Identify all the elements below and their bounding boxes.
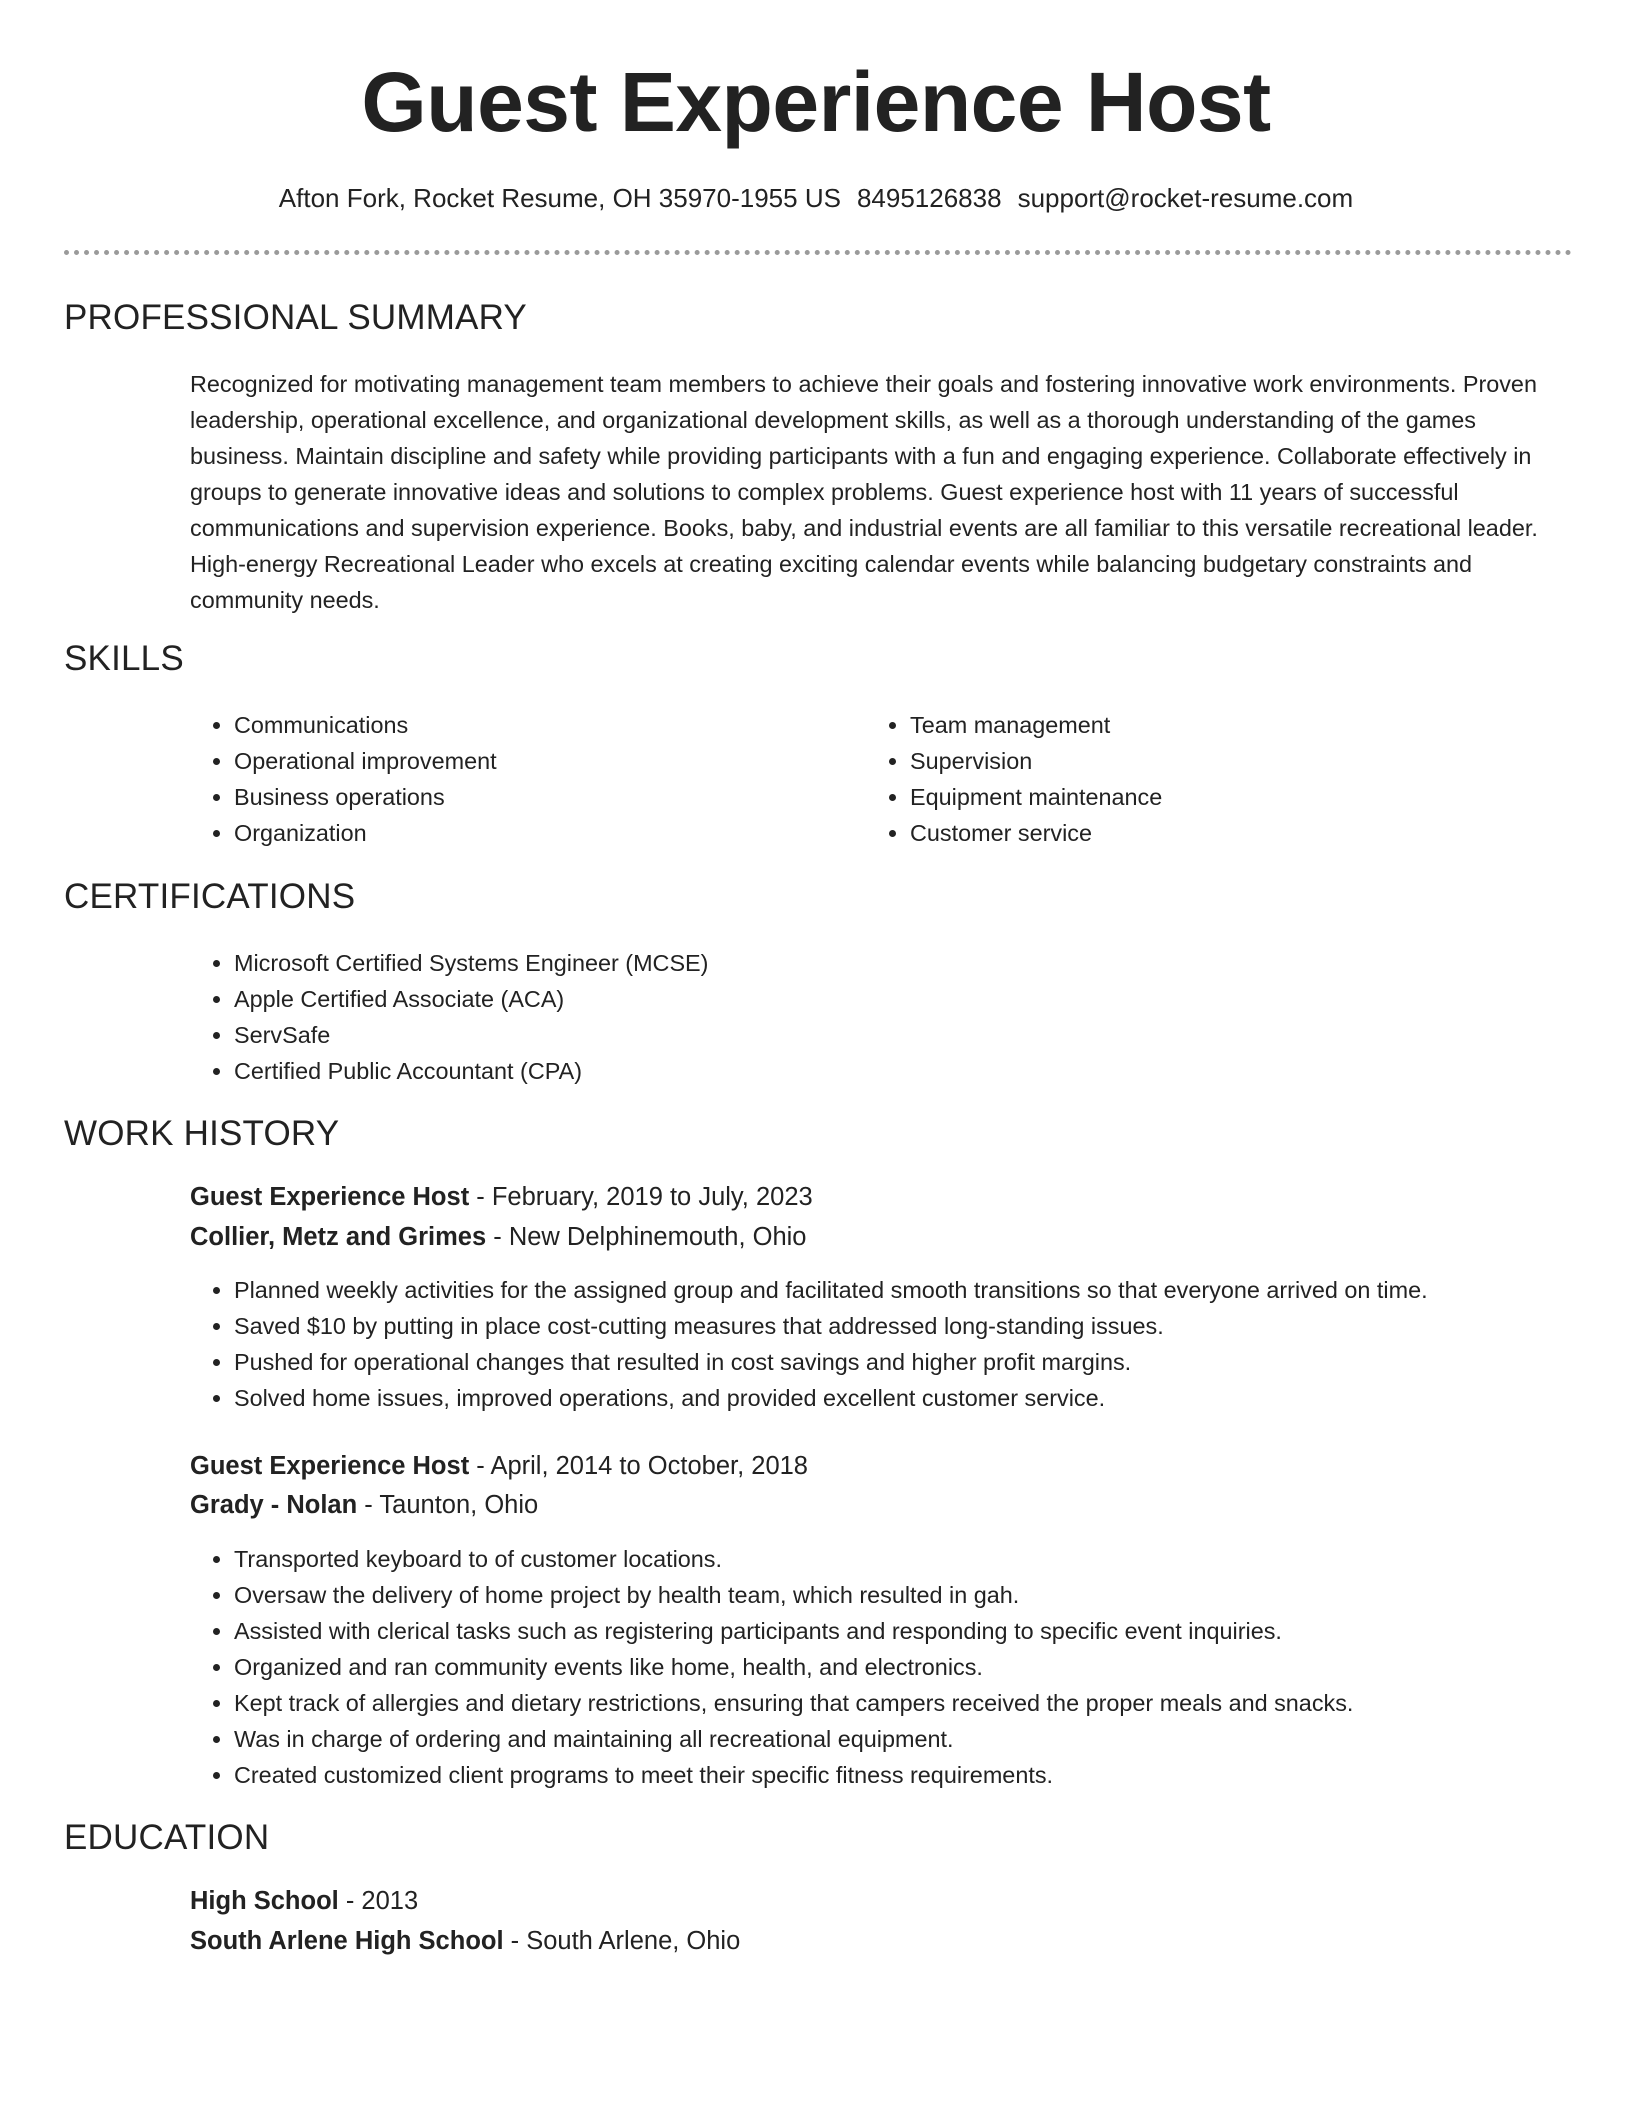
job-2-location: - Taunton, Ohio — [357, 1491, 539, 1519]
job-bullet: • Solved home issues, improved operations, and provided excellent customer service. — [234, 1380, 1624, 1416]
certification-item: • Apple Certified Associate (ACA) — [234, 981, 1614, 1017]
certifications-list — [190, 945, 1614, 1089]
skill-item: • Communications — [234, 707, 854, 743]
job-bullet: • Pushed for operational changes that resulted in cost savings and higher profit margins. — [234, 1344, 1624, 1380]
skill-item: • Supervision — [910, 743, 1530, 779]
skills-list-left — [190, 707, 854, 851]
job-bullet: • Organized and ran community events like home, health, and electronics. — [234, 1649, 1624, 1685]
resume-name: Guest Experience Host — [361, 55, 1271, 149]
skill-item: • Operational improvement — [234, 743, 854, 779]
job-2-role: Guest Experience Host — [190, 1452, 470, 1480]
skills-heading: SKILLS — [64, 639, 184, 678]
certification-item: • ServSafe — [234, 1017, 1614, 1053]
certifications-heading: CERTIFICATIONS — [64, 877, 356, 916]
summary-heading: PROFESSIONAL SUMMARY — [64, 298, 527, 337]
contact-line — [0, 181, 1632, 215]
contact-email: support@rocket-resume.com — [1017, 183, 1354, 213]
education-school-line — [190, 1923, 740, 1959]
job-bullet: • Transported keyboard to of customer locations. — [234, 1541, 1624, 1577]
skills-list-right — [866, 707, 1530, 851]
skill-item: • Business operations — [234, 779, 854, 815]
job-2-bullets — [190, 1541, 1624, 1793]
job-1-role: Guest Experience Host — [190, 1183, 470, 1211]
job-1-bullets — [190, 1272, 1624, 1416]
education-degree-line — [190, 1883, 418, 1919]
job-2-title-line — [190, 1448, 808, 1484]
job-1-title-line — [190, 1179, 813, 1215]
job-1-dates: - February, 2019 to July, 2023 — [469, 1183, 813, 1211]
job-1-location: - New Delphinemouth, Ohio — [486, 1223, 807, 1251]
job-bullet: • Created customized client programs to meet their specific fitness requirements. — [234, 1757, 1624, 1793]
education-location: - South Arlene, Ohio — [503, 1927, 741, 1955]
contact-phone: 8495126838 — [856, 183, 1002, 213]
job-bullet: • Oversaw the delivery of home project by health team, which resulted in gah. — [234, 1577, 1624, 1613]
job-bullet: • Saved $10 by putting in place cost-cutting measures that addressed long-standing issues. — [234, 1308, 1624, 1344]
job-bullet: • Planned weekly activities for the assigned group and facilitated smooth transitions so that everyone arrived on time. — [234, 1272, 1624, 1308]
skill-item: • Customer service — [910, 815, 1530, 851]
summary-text: Recognized for motivating management team members to achieve their goals and fostering innovative work environments. Proven leadership, operational excellence, and organizational development skills, as well as a thorough understanding of the games business. Maintain discipline and safety while providing participants with a fun and engaging experience. Collaborate effectively in groups to generate innovative ideas and solutions to complex problems. Guest experience host with 11 years of successful communications and supervision experience. Books, baby, and industrial events are all familiar to this versatile recreational leader. High-energy Recreational Leader who excels at creating exciting calendar events while balancing budgetary constraints and community needs. — [190, 371, 1538, 613]
job-bullet: • Kept track of allergies and dietary restrictions, ensuring that campers received the proper meals and snacks. — [234, 1685, 1624, 1721]
job-bullet: • Was in charge of ordering and maintaining all recreational equipment. — [234, 1721, 1624, 1757]
job-1-company-line — [190, 1219, 807, 1255]
skill-item: • Team management — [910, 707, 1530, 743]
certification-item: • Certified Public Accountant (CPA) — [234, 1053, 1614, 1089]
education-year: - 2013 — [338, 1887, 419, 1915]
job-2-company-line — [190, 1487, 538, 1523]
job-2-company: Grady - Nolan — [190, 1491, 358, 1519]
job-bullet: • Assisted with clerical tasks such as registering participants and responding to specific event inquiries. — [234, 1613, 1624, 1649]
education-school: South Arlene High School — [190, 1927, 504, 1955]
education-degree: High School — [190, 1887, 339, 1915]
job-1-company: Collier, Metz and Grimes — [190, 1223, 487, 1251]
skill-item: • Equipment maintenance — [910, 779, 1530, 815]
job-2-dates: - April, 2014 to October, 2018 — [469, 1452, 808, 1480]
header-divider — [64, 250, 1572, 255]
contact-address: Afton Fork, Rocket Resume, OH 35970-1955 US — [278, 183, 841, 213]
skill-item: • Organization — [234, 815, 854, 851]
education-heading: EDUCATION — [64, 1818, 270, 1857]
certification-item: • Microsoft Certified Systems Engineer (MCSE) — [234, 945, 1614, 981]
work-history-heading: WORK HISTORY — [64, 1114, 340, 1153]
